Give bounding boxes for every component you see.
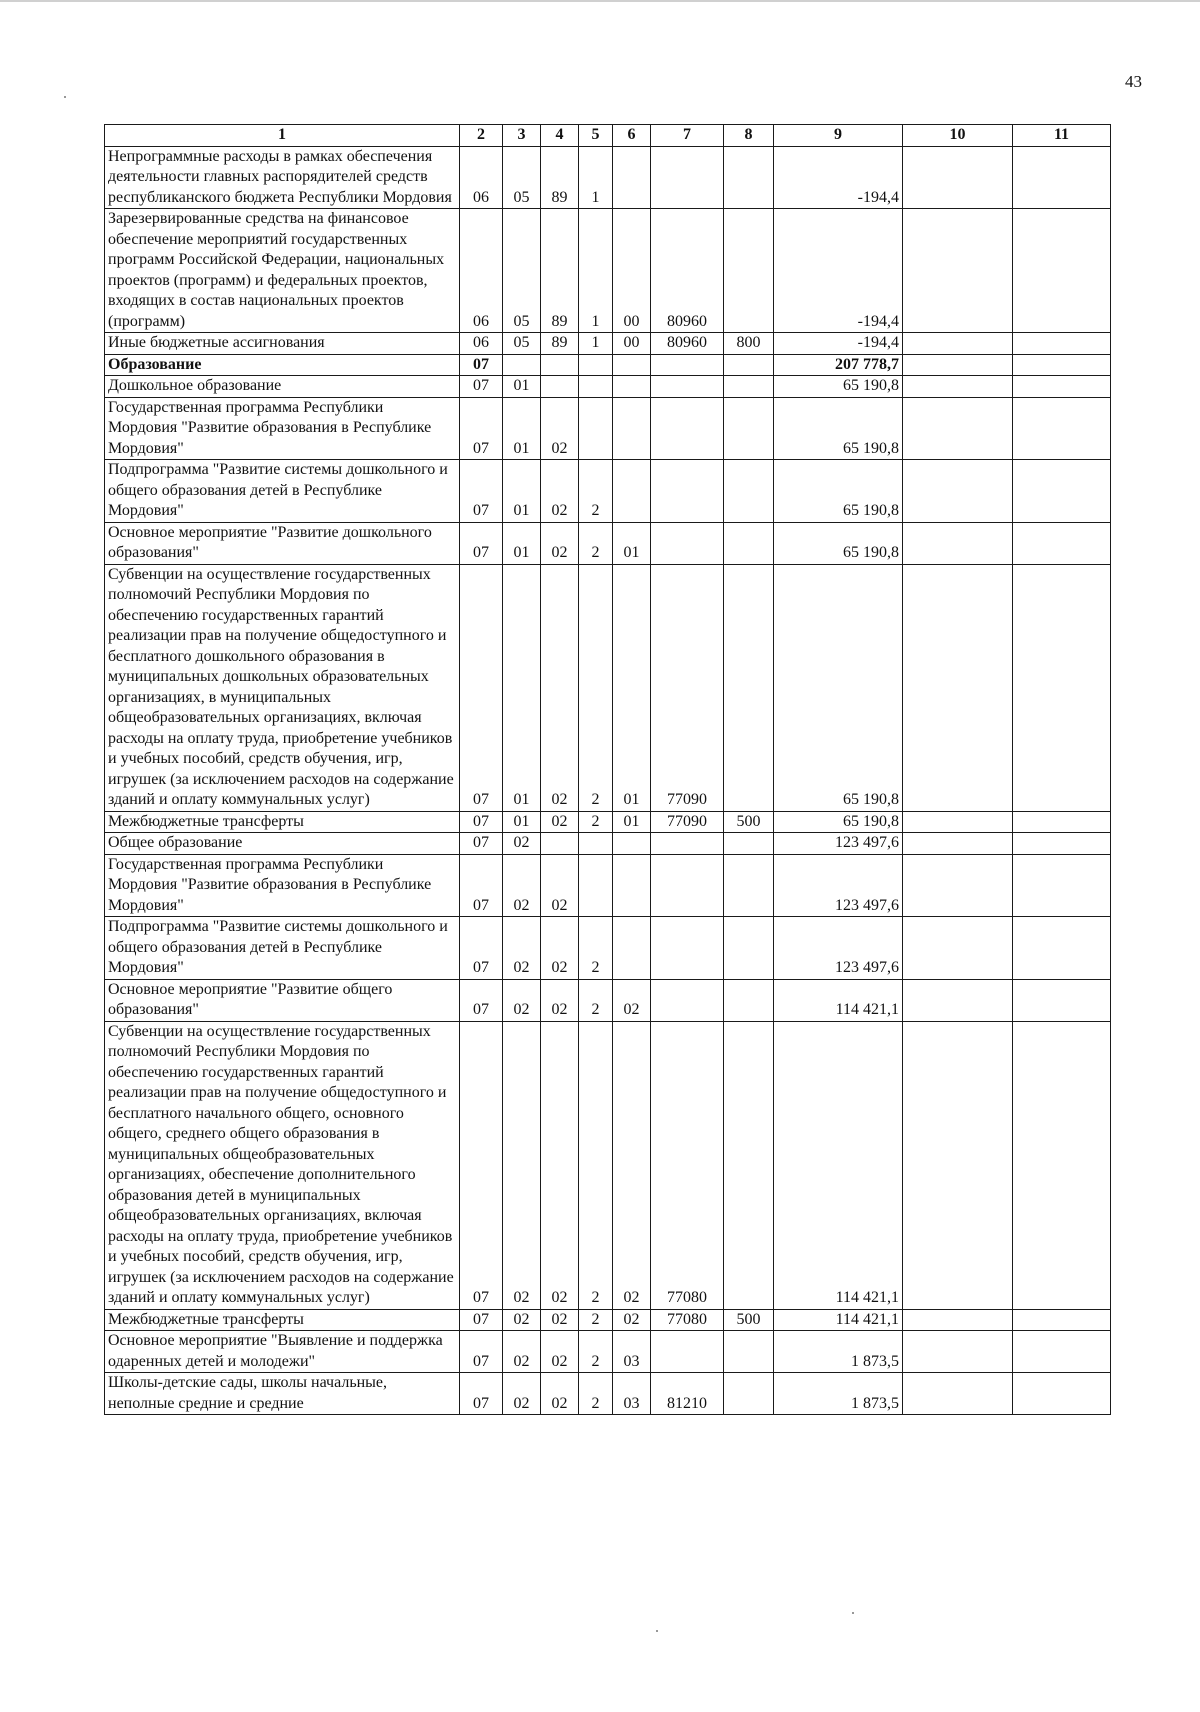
col-header: 4 [541,125,579,147]
col-header: 6 [613,125,651,147]
activity-code [613,917,651,980]
column-11 [1013,1331,1111,1373]
column-10 [903,1309,1013,1331]
direction-code [651,460,724,523]
scan-speck [656,1630,658,1632]
section-code: 07 [460,979,503,1021]
row-name: Субвенции на осуществление государственных полномочий Республики Мордовия по обеспечению государственных гарантий реализации прав на получение общедоступного и бесплатного дошкольного образования в муниципальных дошкольных образовательных организациях, в муниципальных общеобразовательных организациях, включая расходы на оплату труда, приобретение учебников и учебных пособий, средств обучения, игр, игрушек (за исключением расходов на содержание зданий и оплату коммунальных услуг) [105,564,460,811]
table-row [105,854,1111,917]
direction-code [651,979,724,1021]
activity-code [613,397,651,460]
scan-speck [64,96,66,98]
column-11 [1013,1373,1111,1415]
table-row [105,811,1111,833]
section-code: 06 [460,146,503,209]
col-header: 9 [774,125,903,147]
column-11 [1013,854,1111,917]
program-code: 02 [541,397,579,460]
column-10 [903,979,1013,1021]
table-row [105,1021,1111,1309]
direction-code: 77090 [651,564,724,811]
section-code: 07 [460,854,503,917]
amount: 1 873,5 [774,1373,903,1415]
section-code: 07 [460,564,503,811]
col-header: 3 [503,125,541,147]
section-code: 07 [460,460,503,523]
column-11 [1013,811,1111,833]
column-11 [1013,333,1111,355]
subprogram-code [579,854,613,917]
subsection-code: 01 [503,564,541,811]
subsection-code [503,354,541,376]
table-row [105,460,1111,523]
row-name: Иные бюджетные ассигнования [105,333,460,355]
program-code [541,833,579,855]
subsection-code: 01 [503,376,541,398]
row-name: Образование [105,354,460,376]
subsection-code: 02 [503,917,541,980]
row-name: Зарезервированные средства на финансовое обеспечение мероприятий государственных программ Российской Федерации, национальных проектов (программ) и федеральных проектов, входящих в состав национальных проектов (программ) [105,209,460,333]
column-10 [903,209,1013,333]
column-10 [903,1331,1013,1373]
expense-type-code [724,833,774,855]
section-code: 07 [460,1331,503,1373]
subsection-code: 01 [503,522,541,564]
activity-code [613,460,651,523]
program-code: 02 [541,522,579,564]
subsection-code: 02 [503,1309,541,1331]
activity-code: 03 [613,1373,651,1415]
column-11 [1013,460,1111,523]
program-code [541,376,579,398]
column-11 [1013,397,1111,460]
direction-code: 77090 [651,811,724,833]
activity-code [613,833,651,855]
subprogram-code: 1 [579,146,613,209]
row-name: Дошкольное образование [105,376,460,398]
program-code: 02 [541,1309,579,1331]
section-code: 07 [460,1021,503,1309]
column-11 [1013,1309,1111,1331]
section-code: 06 [460,333,503,355]
subsection-code: 02 [503,854,541,917]
subprogram-code [579,354,613,376]
subprogram-code: 2 [579,1373,613,1415]
column-11 [1013,354,1111,376]
direction-code [651,522,724,564]
row-name: Основное мероприятие "Развитие общего образования" [105,979,460,1021]
column-10 [903,397,1013,460]
subprogram-code: 1 [579,209,613,333]
subprogram-code: 2 [579,1331,613,1373]
expense-type-code [724,564,774,811]
subsection-code: 02 [503,1021,541,1309]
table-row [105,1373,1111,1415]
col-header: 8 [724,125,774,147]
section-code: 07 [460,354,503,376]
subsection-code: 05 [503,333,541,355]
table-row [105,917,1111,980]
table-row [105,376,1111,398]
activity-code [613,354,651,376]
section-code: 07 [460,917,503,980]
program-code: 89 [541,209,579,333]
expense-type-code [724,1021,774,1309]
column-10 [903,522,1013,564]
direction-code: 81210 [651,1373,724,1415]
program-code [541,354,579,376]
amount: 123 497,6 [774,854,903,917]
row-name: Подпрограмма "Развитие системы дошкольного и общего образования детей в Республике Мордовия" [105,917,460,980]
expense-type-code [724,209,774,333]
table-row [105,1309,1111,1331]
scan-edge-line [0,0,1200,2]
subprogram-code: 2 [579,460,613,523]
column-11 [1013,522,1111,564]
direction-code: 80960 [651,209,724,333]
expense-type-code [724,376,774,398]
header-row [105,125,1111,147]
program-code: 02 [541,1021,579,1309]
column-11 [1013,833,1111,855]
expense-type-code [724,979,774,1021]
activity-code: 03 [613,1331,651,1373]
column-11 [1013,917,1111,980]
amount: 114 421,1 [774,1021,903,1309]
col-header: 2 [460,125,503,147]
activity-code: 01 [613,522,651,564]
activity-code: 01 [613,811,651,833]
section-code: 07 [460,1373,503,1415]
amount: 207 778,7 [774,354,903,376]
column-11 [1013,1021,1111,1309]
subprogram-code [579,833,613,855]
expense-type-code [724,1373,774,1415]
amount: -194,4 [774,209,903,333]
program-code: 02 [541,854,579,917]
row-name: Подпрограмма "Развитие системы дошкольного и общего образования детей в Республике Мордовия" [105,460,460,523]
activity-code: 00 [613,333,651,355]
subsection-code: 01 [503,811,541,833]
direction-code: 77080 [651,1309,724,1331]
col-header: 7 [651,125,724,147]
table-row [105,397,1111,460]
row-name: Государственная программа Республики Мордовия "Развитие образования в Республике Мордовия" [105,854,460,917]
subsection-code: 05 [503,146,541,209]
row-name: Субвенции на осуществление государственных полномочий Республики Мордовия по обеспечению государственных гарантий реализации прав на получение общедоступного и бесплатного начального общего, основного общего, среднего общего образования в муниципальных общеобразовательных организациях, обеспечение дополнительного образования детей в муниципальных общеобразовательных организациях, включая расходы на оплату труда, приобретение учебников и учебных пособий, средств обучения, игр, игрушек (за исключением расходов на содержание зданий и оплату коммунальных услуг) [105,1021,460,1309]
section-code: 07 [460,522,503,564]
column-10 [903,1021,1013,1309]
subprogram-code [579,397,613,460]
subprogram-code: 1 [579,333,613,355]
activity-code: 00 [613,209,651,333]
amount: 65 190,8 [774,397,903,460]
subsection-code: 01 [503,460,541,523]
program-code: 02 [541,811,579,833]
column-10 [903,564,1013,811]
column-10 [903,354,1013,376]
program-code: 02 [541,917,579,980]
expense-type-code: 500 [724,1309,774,1331]
direction-code [651,854,724,917]
expense-type-code [724,146,774,209]
subsection-code: 02 [503,833,541,855]
activity-code [613,376,651,398]
col-header: 1 [105,125,460,147]
section-code: 07 [460,811,503,833]
direction-code: 80960 [651,333,724,355]
column-11 [1013,376,1111,398]
column-11 [1013,146,1111,209]
direction-code: 77080 [651,1021,724,1309]
expense-type-code [724,397,774,460]
amount: 65 190,8 [774,376,903,398]
direction-code [651,397,724,460]
amount: 123 497,6 [774,917,903,980]
amount: -194,4 [774,333,903,355]
row-name: Межбюджетные трансферты [105,811,460,833]
direction-code [651,833,724,855]
row-name: Основное мероприятие "Развитие дошкольного образования" [105,522,460,564]
page-number: 43 [1125,72,1142,91]
program-code: 89 [541,333,579,355]
table-row [105,146,1111,209]
subprogram-code: 2 [579,811,613,833]
direction-code [651,146,724,209]
subprogram-code: 2 [579,979,613,1021]
activity-code: 02 [613,1309,651,1331]
amount: -194,4 [774,146,903,209]
expense-type-code [724,917,774,980]
table-row [105,833,1111,855]
expense-type-code: 500 [724,811,774,833]
subprogram-code [579,376,613,398]
column-10 [903,333,1013,355]
table-row [105,522,1111,564]
subprogram-code: 2 [579,522,613,564]
row-name: Школы-детские сады, школы начальные, неполные средние и средние [105,1373,460,1415]
direction-code [651,354,724,376]
program-code: 02 [541,1373,579,1415]
direction-code [651,917,724,980]
amount: 65 190,8 [774,564,903,811]
table-row [105,333,1111,355]
table-row [105,979,1111,1021]
amount: 114 421,1 [774,1309,903,1331]
column-10 [903,833,1013,855]
subprogram-code: 2 [579,1021,613,1309]
column-10 [903,854,1013,917]
row-name: Основное мероприятие "Выявление и поддержка одаренных детей и молодежи" [105,1331,460,1373]
column-11 [1013,979,1111,1021]
col-header: 5 [579,125,613,147]
amount: 1 873,5 [774,1331,903,1373]
column-10 [903,1373,1013,1415]
column-11 [1013,564,1111,811]
program-code: 02 [541,460,579,523]
table-row [105,1331,1111,1373]
expense-type-code: 800 [724,333,774,355]
activity-code: 02 [613,1021,651,1309]
subsection-code: 02 [503,979,541,1021]
program-code: 02 [541,564,579,811]
expense-type-code [724,460,774,523]
table-row [105,209,1111,333]
budget-table [104,124,1111,1415]
program-code: 89 [541,146,579,209]
subsection-code: 02 [503,1373,541,1415]
subprogram-code: 2 [579,1309,613,1331]
expense-type-code [724,522,774,564]
row-name: Непрограммные расходы в рамках обеспечения деятельности главных распорядителей средств республиканского бюджета Республики Мордовия [105,146,460,209]
amount: 65 190,8 [774,811,903,833]
table-row [105,564,1111,811]
amount: 114 421,1 [774,979,903,1021]
section-code: 07 [460,833,503,855]
section-code: 06 [460,209,503,333]
column-10 [903,146,1013,209]
expense-type-code [724,354,774,376]
program-code: 02 [541,1331,579,1373]
scan-speck [852,1612,854,1614]
amount: 123 497,6 [774,833,903,855]
row-name: Общее образование [105,833,460,855]
expense-type-code [724,854,774,917]
program-code: 02 [541,979,579,1021]
col-header: 11 [1013,125,1111,147]
section-code: 07 [460,397,503,460]
row-name: Государственная программа Республики Мордовия "Развитие образования в Республике Мордовия" [105,397,460,460]
amount: 65 190,8 [774,522,903,564]
subsection-code: 01 [503,397,541,460]
table-row [105,354,1111,376]
column-11 [1013,209,1111,333]
row-name: Межбюджетные трансферты [105,1309,460,1331]
expense-type-code [724,1331,774,1373]
subprogram-code: 2 [579,917,613,980]
activity-code: 01 [613,564,651,811]
subprogram-code: 2 [579,564,613,811]
direction-code [651,1331,724,1373]
activity-code: 02 [613,979,651,1021]
activity-code [613,146,651,209]
activity-code [613,854,651,917]
column-10 [903,460,1013,523]
column-10 [903,917,1013,980]
amount: 65 190,8 [774,460,903,523]
column-10 [903,376,1013,398]
direction-code [651,376,724,398]
section-code: 07 [460,1309,503,1331]
subsection-code: 05 [503,209,541,333]
subsection-code: 02 [503,1331,541,1373]
table-body [105,146,1111,1415]
col-header: 10 [903,125,1013,147]
column-10 [903,811,1013,833]
section-code: 07 [460,376,503,398]
